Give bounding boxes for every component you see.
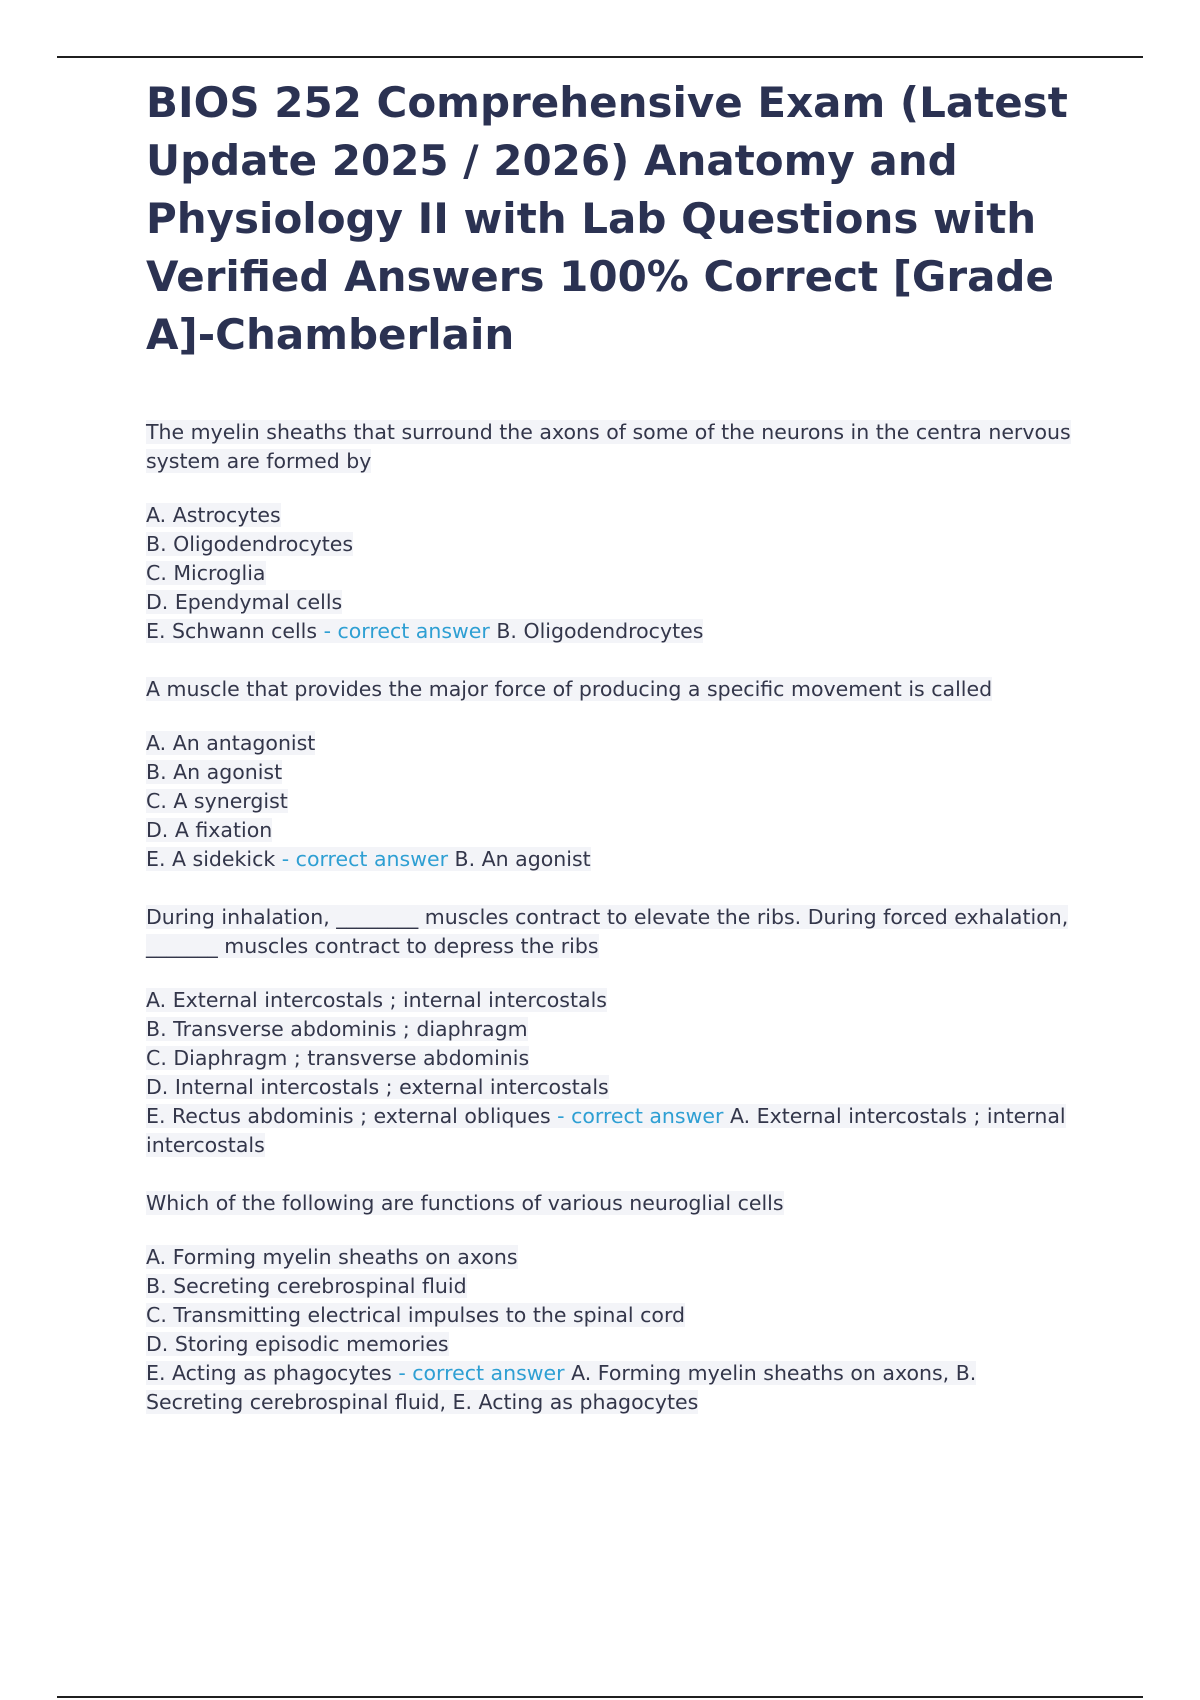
option-item-last (146, 845, 1076, 874)
question-block-1 (146, 418, 1076, 646)
question-text-content: Which of the following are functions of various neuroglial cells (146, 1191, 784, 1215)
option-text: E. Rectus abdominis ; external obliques (146, 1104, 551, 1128)
option-text: C. Microglia (146, 561, 266, 585)
option-item (146, 1243, 1076, 1272)
option-item (146, 816, 1076, 845)
option-text: A. An antagonist (146, 731, 316, 755)
option-item (146, 787, 1076, 816)
option-item-last (146, 1359, 1076, 1417)
option-text: C. Transmitting electrical impulses to the spinal cord (146, 1303, 686, 1327)
option-item-last (146, 1102, 1076, 1160)
question-block-3 (146, 903, 1076, 1160)
option-text: E. A sidekick (146, 847, 276, 871)
question-text (146, 675, 1076, 704)
option-item (146, 1073, 1076, 1102)
correct-answer-text: B. An agonist (454, 847, 591, 871)
question-text-content: The myelin sheaths that surround the axons of some of the neurons in the centra nervous system are formed by (146, 420, 1071, 473)
correct-answer-text: A. Forming myelin sheaths on axons, B. Secreting cerebrospinal fluid, E. Acting as phagocytes (146, 1361, 977, 1414)
correct-answer-label: - correct answer (391, 1361, 572, 1385)
option-item (146, 588, 1076, 617)
option-item (146, 986, 1076, 1015)
question-text (146, 418, 1076, 476)
option-text: E. Acting as phagocytes (146, 1361, 392, 1385)
option-item (146, 530, 1076, 559)
correct-answer-label: - correct answer (275, 847, 455, 871)
option-item (146, 729, 1076, 758)
option-item (146, 501, 1076, 530)
question-text (146, 1189, 1076, 1218)
option-item (146, 1330, 1076, 1359)
option-text: B. An agonist (146, 760, 283, 784)
option-text: B. Transverse abdominis ; diaphragm (146, 1017, 528, 1041)
options-list (146, 986, 1076, 1160)
option-text: D. A fixation (146, 818, 273, 842)
option-text: C. A synergist (146, 789, 288, 813)
question-text-content: During inhalation, ________ muscles contract to elevate the ribs. During forced exhalation, _______ muscles contract to depress the ribs (146, 905, 1069, 958)
options-list (146, 501, 1076, 646)
option-item (146, 1015, 1076, 1044)
option-item (146, 1044, 1076, 1073)
correct-answer-label: - correct answer (550, 1104, 730, 1128)
document-page (146, 74, 1076, 1446)
question-block-4 (146, 1189, 1076, 1417)
option-text: C. Diaphragm ; transverse abdominis (146, 1046, 530, 1070)
option-text: A. External intercostals ; internal intercostals (146, 988, 607, 1012)
options-list (146, 729, 1076, 874)
option-text: D. Storing episodic memories (146, 1332, 449, 1356)
option-item (146, 559, 1076, 588)
option-text: E. Schwann cells (146, 619, 318, 643)
option-text: D. Internal intercostals ; external intercostals (146, 1075, 609, 1099)
option-text: B. Secreting cerebrospinal fluid (146, 1274, 467, 1298)
top-rule (57, 56, 1143, 58)
question-list (146, 418, 1076, 1417)
options-list (146, 1243, 1076, 1417)
correct-answer-label: - correct answer (317, 619, 497, 643)
correct-answer-text: B. Oligodendrocytes (496, 619, 704, 643)
bottom-rule (57, 1696, 1143, 1698)
option-item (146, 1272, 1076, 1301)
option-item (146, 1301, 1076, 1330)
correct-answer-text: A. External intercostals ; internal intercostals (146, 1104, 1066, 1157)
option-text: A. Forming myelin sheaths on axons (146, 1245, 518, 1269)
option-text: D. Ependymal cells (146, 590, 343, 614)
document-title: BIOS 252 Comprehensive Exam (Latest Update 2025 / 2026) Anatomy and Physiology II with Lab Questions with Verified Answers 100% Correct [Grade A]-Chamberlain (146, 78, 1068, 359)
question-block-2 (146, 675, 1076, 874)
option-item-last (146, 617, 1076, 646)
option-item (146, 758, 1076, 787)
question-text (146, 903, 1076, 961)
option-text: B. Oligodendrocytes (146, 532, 354, 556)
question-text-content: A muscle that provides the major force of producing a specific movement is called (146, 677, 993, 701)
option-text: A. Astrocytes (146, 503, 281, 527)
